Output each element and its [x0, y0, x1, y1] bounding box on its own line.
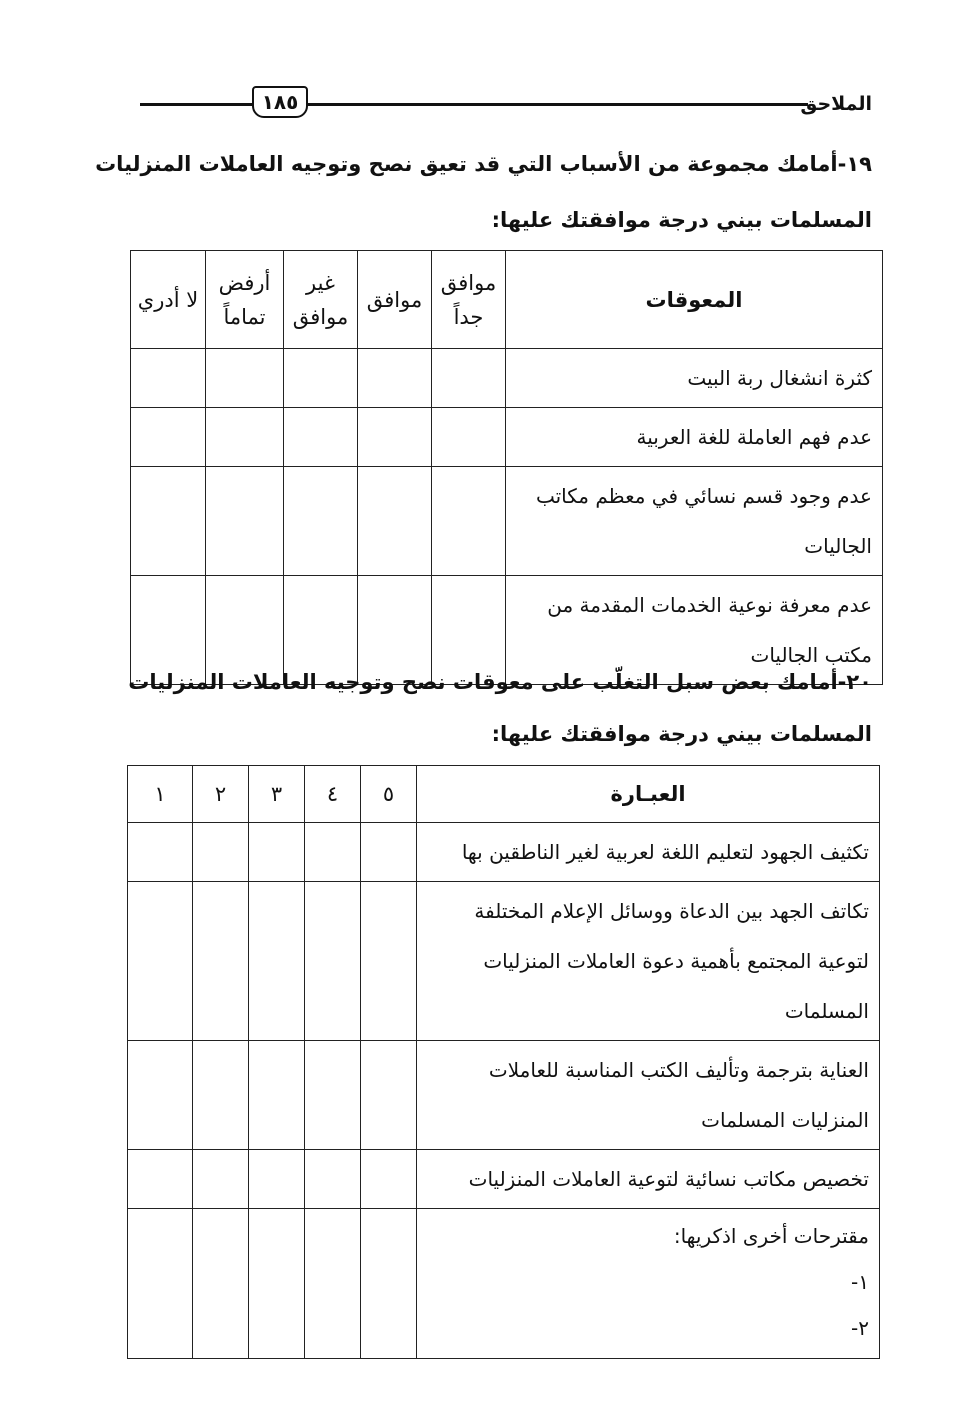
answer-cell[interactable] [432, 349, 506, 408]
header-score-5: ٥ [361, 766, 417, 823]
obstacle-text: عدم وجود قسم نسائي في معظم مكاتب الجاليات [506, 467, 883, 576]
q19-line2: المسلمات بيني درجة موافقتك عليها: [491, 208, 872, 232]
table-row [131, 349, 883, 408]
table-row [128, 1041, 880, 1150]
header-dont-know: لا أدري [131, 251, 206, 349]
header-strongly-reject: أرفض تماماً [206, 251, 284, 349]
score-cell[interactable] [128, 823, 193, 882]
obstacle-text: كثرة انشغال ربة البيت [506, 349, 883, 408]
table-row [128, 882, 880, 1041]
score-cell[interactable] [249, 1209, 305, 1359]
obstacle-text: عدم معرفة نوعية الخدمات المقدمة من مكتب الجاليات [506, 576, 883, 685]
answer-cell[interactable] [358, 349, 432, 408]
score-cell[interactable] [361, 882, 417, 1041]
answer-cell[interactable] [131, 349, 206, 408]
score-cell[interactable] [249, 882, 305, 1041]
header-agree: موافق [358, 251, 432, 349]
answer-cell[interactable] [284, 349, 358, 408]
score-cell[interactable] [128, 882, 193, 1041]
answer-cell[interactable] [284, 467, 358, 576]
table-row [131, 576, 883, 685]
score-cell[interactable] [249, 823, 305, 882]
score-cell[interactable] [361, 823, 417, 882]
score-cell[interactable] [128, 1150, 193, 1209]
answer-cell[interactable] [432, 467, 506, 576]
table-row [131, 467, 883, 576]
header-score-1: ١ [128, 766, 193, 823]
suggestions-label: مقترحات أخرى اذكريها: [673, 1224, 869, 1248]
statement-text: تكاتف الجهد بين الدعاة ووسائل الإعلام المختلفة لتوعية المجتمع بأهمية دعوة العاملات المنزليات المسلمات [417, 882, 880, 1041]
answer-cell[interactable] [284, 408, 358, 467]
statement-text: تخصيص مكاتب نسائية لتوعية العاملات المنزليات [417, 1150, 880, 1209]
score-cell[interactable] [193, 882, 249, 1041]
header-strongly-agree: موافق جداً [432, 251, 506, 349]
answer-cell[interactable] [432, 408, 506, 467]
score-cell[interactable] [249, 1150, 305, 1209]
score-cell[interactable] [193, 1041, 249, 1150]
score-cell[interactable] [193, 823, 249, 882]
q20-line2: المسلمات بيني درجة موافقتك عليها: [491, 722, 872, 746]
answer-cell[interactable] [131, 576, 206, 685]
table-row [128, 823, 880, 882]
statement-text: تكثيف الجهود لتعليم اللغة لعربية لغير الناطقين بها [417, 823, 880, 882]
score-cell[interactable] [128, 1041, 193, 1150]
table-row [128, 1150, 880, 1209]
answer-cell[interactable] [131, 408, 206, 467]
answer-cell[interactable] [206, 467, 284, 576]
header-score-3: ٣ [249, 766, 305, 823]
header-obstacles: المعوقات [506, 251, 883, 349]
score-cell[interactable] [249, 1041, 305, 1150]
table-row [131, 408, 883, 467]
score-cell[interactable] [193, 1209, 249, 1359]
obstacles-table [130, 250, 883, 685]
suggestion-item-1: ١- [851, 1270, 869, 1294]
obstacle-text: عدم فهم العاملة للغة العربية [506, 408, 883, 467]
header-score-4: ٤ [305, 766, 361, 823]
section-title: الملاحق [800, 93, 872, 115]
solutions-table [127, 765, 880, 1359]
obstacles-header-row [131, 251, 883, 349]
score-cell[interactable] [305, 1209, 361, 1359]
suggestion-item-2: ٢- [851, 1316, 869, 1340]
header-statement: العبـارة [417, 766, 880, 823]
score-cell[interactable] [361, 1150, 417, 1209]
page-number: ١٨٥ [252, 86, 308, 118]
answer-cell[interactable] [358, 576, 432, 685]
header-score-2: ٢ [193, 766, 249, 823]
score-cell[interactable] [361, 1041, 417, 1150]
answer-cell[interactable] [206, 349, 284, 408]
score-cell[interactable] [305, 823, 361, 882]
answer-cell[interactable] [206, 576, 284, 685]
answer-cell[interactable] [206, 408, 284, 467]
score-cell[interactable] [193, 1150, 249, 1209]
answer-cell[interactable] [284, 576, 358, 685]
answer-cell[interactable] [131, 467, 206, 576]
score-cell[interactable] [305, 1041, 361, 1150]
answer-cell[interactable] [358, 408, 432, 467]
q20-line1: ٢٠-أمامك بعض سبل التغلّب على معوقات نصح وتوجيه العاملات المنزليات [128, 670, 872, 694]
solutions-header-row [128, 766, 880, 823]
header-rule-left [140, 103, 252, 106]
header-disagree: غير موافق [284, 251, 358, 349]
suggestions-row [128, 1209, 880, 1359]
answer-cell[interactable] [358, 467, 432, 576]
score-cell[interactable] [128, 1209, 193, 1359]
q19-line1: ١٩-أمامك مجموعة من الأسباب التي قد تعيق نصح وتوجيه العاملات المنزليات [95, 152, 872, 176]
answer-cell[interactable] [432, 576, 506, 685]
score-cell[interactable] [305, 882, 361, 1041]
score-cell[interactable] [305, 1150, 361, 1209]
header-rule-right [308, 103, 808, 106]
statement-text: العناية بترجمة وتأليف الكتب المناسبة للعاملات المنزليات المسلمات [417, 1041, 880, 1150]
suggestions-cell[interactable] [417, 1209, 880, 1359]
score-cell[interactable] [361, 1209, 417, 1359]
